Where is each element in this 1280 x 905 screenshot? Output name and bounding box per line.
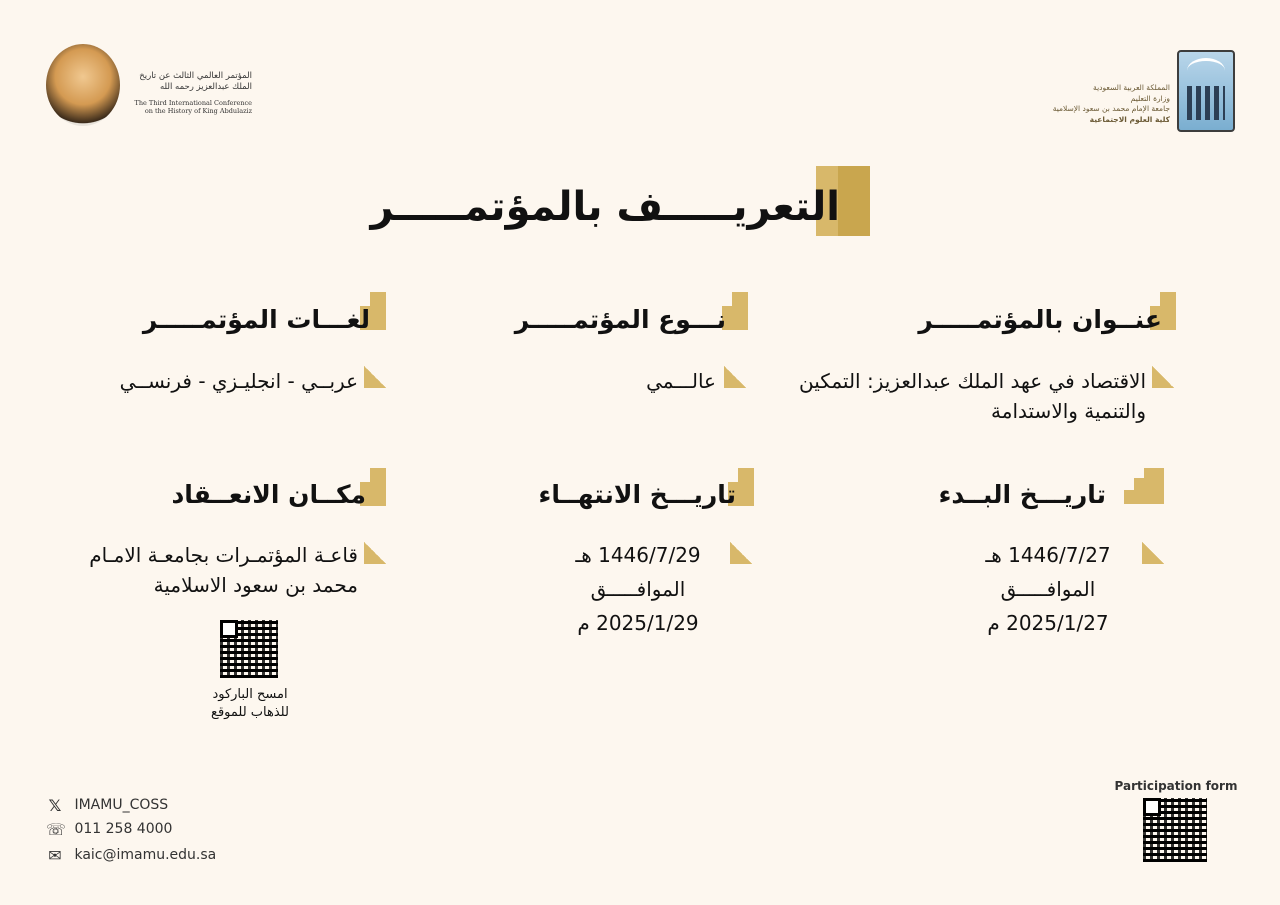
mail-icon: ✉ [48, 846, 62, 865]
conference-logo-text-ar [128, 71, 252, 93]
phone-icon: ☏ [46, 820, 67, 839]
start-separator: الموافـــــق [1000, 577, 1096, 601]
king-portrait-logo [46, 44, 120, 126]
participation-qr-code[interactable] [1143, 798, 1207, 862]
languages-heading: لغـــات المؤتمـــــر [142, 305, 370, 334]
university-logo-text [1030, 83, 1170, 125]
venue-line-2: محمد بن سعود الاسلامية [153, 573, 358, 597]
qr-caption [190, 686, 310, 722]
venue-heading: مكــان الانعــقاد [171, 480, 366, 509]
contact-x[interactable] [46, 796, 168, 814]
conference-name-ar-2: الملك عبدالعزيز رحمه الله [160, 82, 252, 92]
end-separator: الموافـــــق [590, 577, 686, 601]
phone-number: 011 258 4000 [74, 821, 173, 837]
bullet-icon [1142, 542, 1164, 564]
conference-name-ar-1: المؤتمر العالمي الثالث عن تاريخ [139, 71, 252, 81]
uni-line-2: وزارة التعليم [1130, 93, 1170, 103]
participation-label: Participation form [1114, 779, 1238, 793]
end-gregorian: 2025/1/29 م [577, 611, 699, 635]
type-text: عالـــمي [646, 369, 716, 393]
qr-caption-line-1: امسح الباركود [212, 687, 288, 702]
bullet-icon [364, 366, 386, 388]
title-decoration-dark [838, 166, 870, 236]
bullet-icon [730, 542, 752, 564]
page-title: التعريـــــف بالمؤتمـــــر [370, 184, 840, 230]
start-gregorian: 2025/1/27 م [987, 611, 1109, 635]
bullet-icon [724, 366, 746, 388]
x-logo-icon: 𝕏 [48, 796, 62, 815]
contact-phone[interactable] [46, 820, 172, 838]
type-heading: نـــوع المؤتمـــــر [514, 305, 726, 334]
conference-name-en-2: on the History of King Abdulaziz [144, 107, 252, 115]
venue-line-1: قاعـة المؤتمـرات بجامعـة الامـام [89, 543, 358, 567]
languages-text: عربــي - انجليـزي - فرنســي [119, 369, 358, 393]
conference-name-en-1: The Third International Conference [134, 99, 252, 107]
x-handle: IMAMU_COSS [74, 797, 169, 813]
stairs-icon [1124, 468, 1164, 506]
uni-line-3: جامعة الإمام محمد بن سعود الإسلامية [1052, 104, 1170, 113]
end-dates [550, 540, 726, 638]
qr-caption-line-2: للذهاب للموقع [211, 705, 289, 720]
venue-text [60, 540, 358, 600]
uni-line-4: كلية العلوم الاجتماعية [1089, 114, 1170, 124]
email-address: kaic@imamu.edu.sa [74, 847, 217, 863]
university-emblem-icon [1177, 50, 1235, 132]
end-hijri: 1446/7/29 هـ [575, 543, 701, 567]
start-dates [960, 540, 1136, 638]
address-text: الاقتصاد في عهد الملك عبدالعزيز: التمكين والتنمية والاستدامة [799, 369, 1146, 423]
conference-logo-text-en [128, 99, 252, 115]
bullet-icon [1152, 366, 1174, 388]
start-hijri: 1446/7/27 هـ [985, 543, 1111, 567]
uni-line-1: المملكة العربية السعودية [1093, 83, 1170, 92]
contact-email[interactable] [46, 846, 216, 864]
address-heading: عنــوان بالمؤتمـــــر [918, 305, 1162, 334]
end-heading: تاريـــخ الانتهــاء [538, 480, 736, 509]
start-heading: تاريـــخ البــدء [938, 480, 1106, 509]
venue-qr-code[interactable] [220, 620, 278, 678]
bullet-icon [364, 542, 386, 564]
